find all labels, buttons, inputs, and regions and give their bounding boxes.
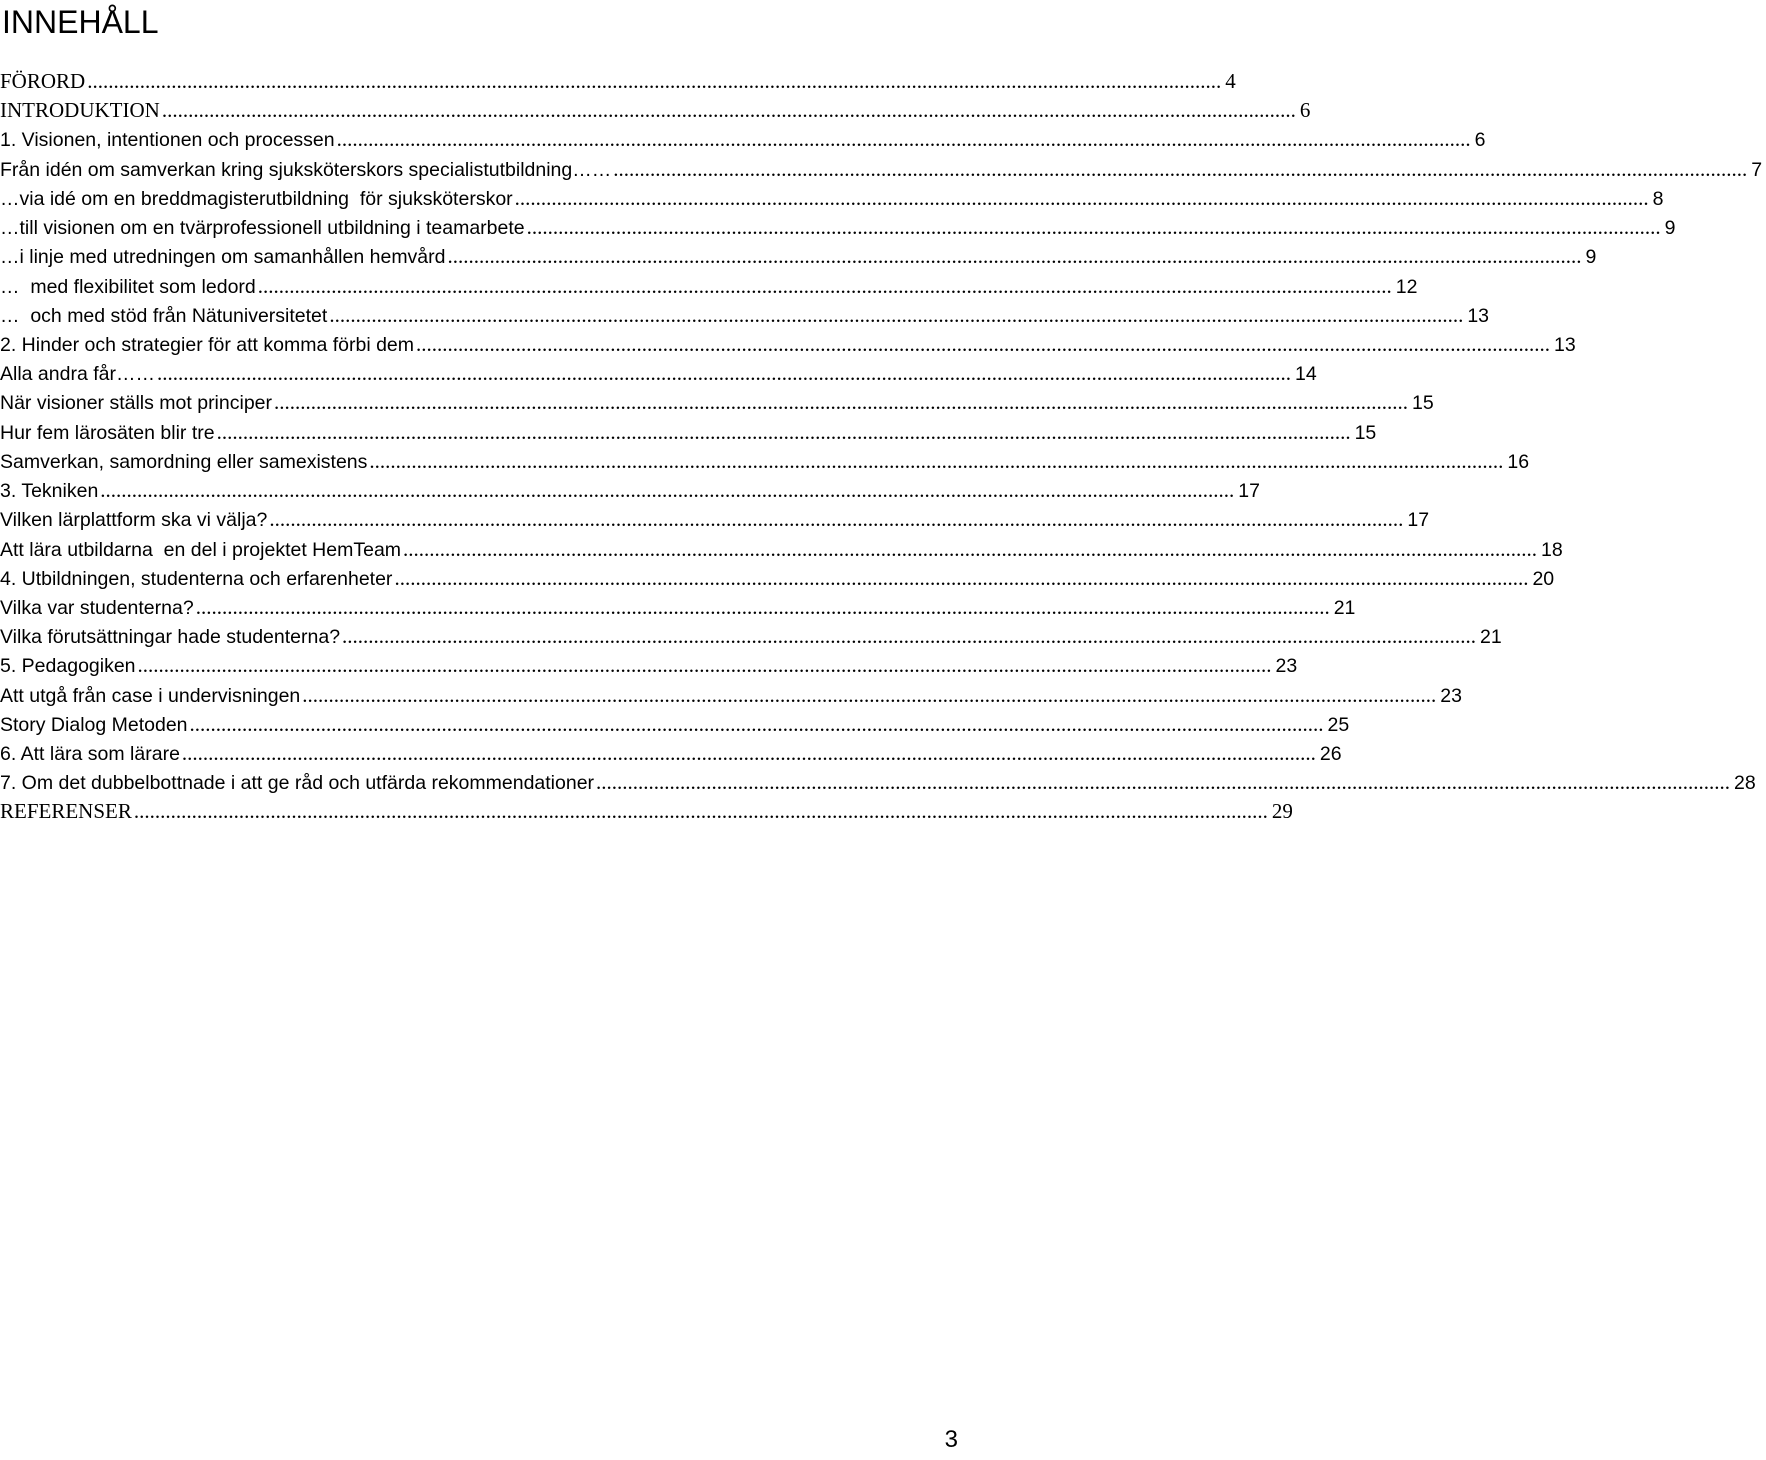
toc-entry-page: 9 [1664,217,1676,240]
toc-entry[interactable] [0,330,1576,359]
toc-dot-leader: ........................................................................................................................................................................................................................ [514,185,1649,210]
toc-entry-title: … med flexibilitet som ledord [0,275,256,298]
toc-entry-title: …till visionen om en tvärprofessionell utbildning i teamarbete [0,217,525,240]
toc-dot-leader: ........................................................................................................................................................................................................................ [257,273,1392,298]
toc-entry-page: 23 [1275,655,1298,678]
toc-dot-leader: ........................................................................................................................................................................................................................ [416,331,1551,356]
toc-entry-title: Alla andra får…… [0,363,155,386]
toc-entry[interactable] [0,125,1486,154]
toc-entry-page: 25 [1327,713,1350,736]
toc-dot-leader: ........................................................................................................................................................................................................................ [403,536,1538,561]
toc-entry-page: 21 [1333,596,1356,619]
toc-entry[interactable] [0,242,1597,271]
toc-entry-page: 23 [1440,684,1462,707]
toc-dot-leader: ........................................................................................................................................................................................................................ [181,741,1316,766]
toc-dot-leader: ........................................................................................................................................................................................................................ [613,156,1748,181]
toc-entry-page: 18 [1541,538,1563,561]
toc-entry-page: 6 [1299,98,1311,123]
toc-entry-title: Samverkan, samordning eller samexistens [0,450,368,473]
toc-dot-leader: ........................................................................................................................................................................................................................ [526,215,1661,240]
toc-entry-page: 6 [1474,129,1486,152]
toc-entry[interactable] [0,535,1563,564]
toc-entry[interactable] [0,593,1356,622]
toc-entry[interactable] [0,67,1236,96]
toc-entry-title: 7. Om det dubbelbottnade i att ge råd och utfärda rekommendationer [0,772,595,795]
toc-dot-leader: ........................................................................................................................................................................................................................ [161,98,1296,123]
toc-dot-leader: ........................................................................................................................................................................................................................ [189,711,1324,736]
toc-entry-title: Hur fem lärosäten blir tre [0,421,215,444]
toc-entry-page: 14 [1294,363,1317,386]
toc-dot-leader: ........................................................................................................................................................................................................................ [195,594,1330,619]
toc-dot-leader: ........................................................................................................................................................................................................................ [216,419,1351,444]
toc-entry-title: Vilken lärplattform ska vi välja? [0,509,268,532]
toc-entry[interactable] [0,768,1756,797]
toc-dot-leader: ........................................................................................................................................................................................................................ [156,361,1291,386]
toc-entry-title: 4. Utbildningen, studenterna och erfarenheter [0,567,393,590]
toc-dot-leader: ........................................................................................................................................................................................................................ [87,69,1222,93]
toc-entry[interactable] [0,710,1350,739]
toc-entry[interactable] [0,388,1434,417]
toc-entry-title: 3. Tekniken [0,480,99,503]
toc-entry[interactable] [0,681,1462,710]
toc-entry-page: 15 [1412,392,1434,415]
toc-entry[interactable] [0,155,1763,184]
toc-dot-leader: ........................................................................................................................................................................................................................ [137,653,1272,678]
toc-entry-title: 2. Hinder och strategier för att komma förbi dem [0,333,415,356]
toc-dot-leader: ........................................................................................................................................................................................................................ [274,390,1409,415]
toc-entry-title: 6. Att lära som lärare [0,743,180,766]
table-of-contents [0,67,1763,827]
toc-entry-page: 4 [1225,69,1236,93]
page-number: 3 [944,1426,958,1453]
toc-entry[interactable] [0,622,1502,651]
toc-entry[interactable] [0,797,1293,826]
toc-dot-leader: ........................................................................................................................................................................................................................ [336,127,1471,152]
toc-entry-title: Vilka förutsättningar hade studenterna? [0,626,341,649]
toc-entry-page: 17 [1407,509,1430,532]
toc-entry[interactable] [0,418,1377,447]
toc-entry-title: REFERENSER [0,799,132,824]
toc-entry-title: INTRODUKTION [0,98,160,123]
toc-entry[interactable] [0,739,1342,768]
toc-entry[interactable] [0,476,1260,505]
toc-entry-title: Story Dialog Metoden [0,713,188,736]
toc-dot-leader: ........................................................................................................................................................................................................................ [302,682,1437,707]
toc-dot-leader: ........................................................................................................................................................................................................................ [100,478,1235,503]
toc-entry[interactable] [0,505,1430,534]
toc-entry-title: När visioner ställs mot principer [0,392,273,415]
toc-entry-page: 21 [1480,626,1502,649]
toc-entry[interactable] [0,213,1676,242]
toc-entry[interactable] [0,651,1298,680]
toc-dot-leader: ........................................................................................................................................................................................................................ [447,244,1582,269]
toc-entry-page: 28 [1734,772,1756,795]
toc-entry-page: 13 [1467,304,1490,327]
toc-entry-title: …i linje med utredningen om samanhållen hemvård [0,246,446,269]
toc-entry-page: 26 [1319,743,1342,766]
toc-dot-leader: ........................................................................................................................................................................................................................ [394,565,1529,590]
toc-entry[interactable] [0,301,1490,330]
toc-dot-leader: ........................................................................................................................................................................................................................ [369,448,1504,473]
toc-dot-leader: ........................................................................................................................................................................................................................ [596,770,1731,795]
toc-entry-page: 13 [1554,333,1576,356]
toc-entry-page: 29 [1271,799,1293,824]
toc-entry-title: 1. Visionen, intentionen och processen [0,129,335,152]
toc-entry[interactable] [0,447,1530,476]
toc-entry-title: Att utgå från case i undervisningen [0,684,301,707]
toc-entry[interactable] [0,96,1311,125]
toc-entry-page: 7 [1751,158,1763,181]
toc-dot-leader: ........................................................................................................................................................................................................................ [269,507,1404,532]
toc-entry[interactable] [0,564,1555,593]
page-title: INNEHÅLL [2,4,159,40]
toc-entry-title: …via idé om en breddmagisterutbildning för sjuksköterskor [0,187,513,210]
toc-entry-page: 15 [1354,421,1377,444]
toc-entry-page: 8 [1652,187,1664,210]
toc-entry[interactable] [0,184,1664,213]
toc-entry-title: FÖRORD [0,69,86,93]
toc-entry-page: 12 [1395,275,1418,298]
toc-entry[interactable] [0,359,1317,388]
toc-entry-title: Vilka var studenterna? [0,596,194,619]
toc-entry-page: 9 [1585,246,1597,269]
toc-entry-page: 17 [1238,480,1260,503]
toc-entry-title: Från idén om samverkan kring sjuksköterskors specialistutbildning…… [0,158,612,181]
toc-entry-title: Att lära utbildarna en del i projektet HemTeam [0,538,402,561]
toc-entry-page: 16 [1507,450,1530,473]
toc-entry-title: 5. Pedagogiken [0,655,136,678]
toc-dot-leader: ........................................................................................................................................................................................................................ [133,799,1268,824]
toc-entry-page: 20 [1532,567,1555,590]
toc-dot-leader: ........................................................................................................................................................................................................................ [329,302,1464,327]
toc-entry-title: … och med stöd från Nätuniversitetet [0,304,328,327]
toc-entry[interactable] [0,272,1418,301]
toc-dot-leader: ........................................................................................................................................................................................................................ [342,624,1477,649]
